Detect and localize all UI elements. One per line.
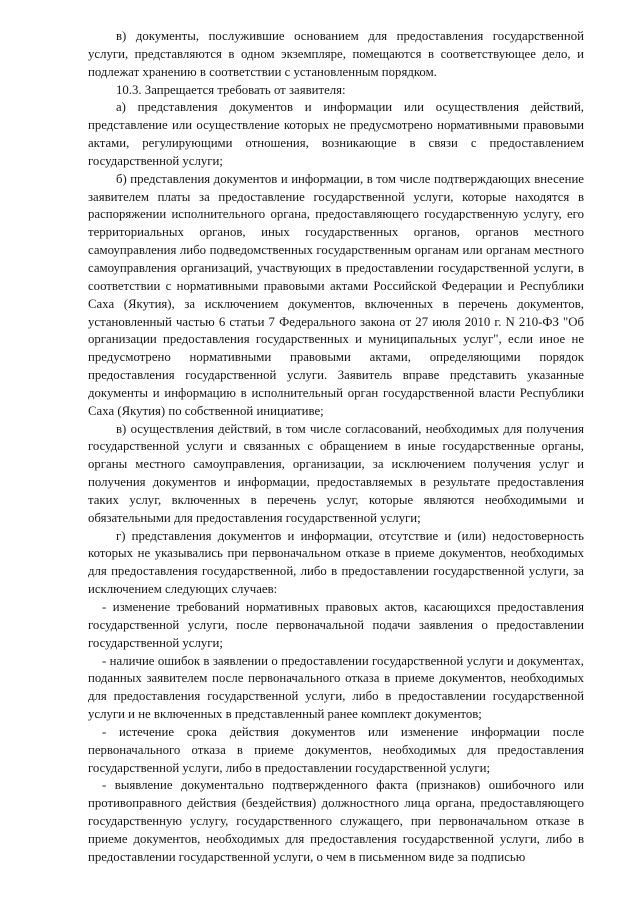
paragraph-10-3-heading: 10.3. Запрещается требовать от заявителя: bbox=[116, 82, 346, 97]
list-item-requirements-change: - изменение требований нормативных правовых актов, касающихся предоставления государственной услуги, после первоначальной подачи заявления о предоставлении государственной услуги; bbox=[88, 600, 584, 650]
list-item-erroneous-action: - выявление документально подтвержденного факта (признаков) ошибочного или противоправного действия (бездействия) должностного лица органа, предоставляющего государственную услугу, государственного служащего, при первоначальном отказе в приеме документов, необходимых для предоставления государственной услуги, либо в предоставлении государственной услуги, о чем в письменном виде за подписью bbox=[88, 778, 584, 864]
list-item-documents-expiry: - истечение срока действия документов или изменение информации после первоначального отказа в приеме документов, необходимых для предоставления государственной услуги, либо в предоставлении государственной услуги; bbox=[88, 724, 584, 775]
list-item-errors-in-application: - наличие ошибок в заявлении о предоставлении государственной услуги и документах, поданных заявителем после первоначального отказа в приеме документов, необходимых для предоставления государственной услуги, либо в предоставлении государственной услуги и не включенных в представленный ранее комплект документов; bbox=[88, 653, 584, 722]
paragraph-g: г) представления документов и информации, отсутствие и (или) недостоверность которых не указывались при первоначальном отказе в приеме документов, необходимых для предоставления государственной, либо в предоставлении государственной услуги, за исключением следующих случаев: bbox=[88, 528, 584, 597]
paragraph-b: б) представления документов и информации, в том числе подтверждающих внесение заявителем платы за предоставление государственной услуги, которые находятся в распоряжении исполнительного органа, предоставляющего государственную услугу, его территориальных органов, иных государственных органов, органов местного самоуправления либо подведомственных государственным органам или органам местного самоуправления организаций, участвующих в предоставлении государственной услуги, в соответствии с нормативными правовыми актами Российской Федерации и Республики Саха (Якутия), за исключением документов, включенных в перечень документов, установленный частью 6 статьи 7 Федерального закона от 27 июля 2010 г. N 210-ФЗ "Об организации предоставления государственных и муниципальных услуг", если иное не предусмотрено нормативными правовыми актами, определяющими порядок предоставления государственной услуги. Заявитель вправе представить указанные документы и информацию в исполнительный орган государственной власти Республики Саха (Якутия) по собственной инициативе; bbox=[88, 171, 584, 418]
paragraph-a: а) представления документов и информации или осуществления действий, представление или осуществление которых не предусмотрено нормативными правовыми актами, регулирующими отношения, возникающие в связи с предоставлением государственной услуги; bbox=[88, 100, 584, 168]
paragraph-v-documents-storage: в) документы, послужившие основанием для предоставления государственной услуги, представляются в одном экземпляре, помещаются в соответствующее дело, и подлежат хранению в соответствии с установленным порядком. bbox=[88, 29, 584, 79]
paragraph-v: в) осуществления действий, в том числе согласований, необходимых для получения государственной услуги и связанных с обращением в иные государственные органы, органы местного самоуправления, организации, за исключением получения услуг и получения документов и информации, предоставляемых в результате предоставления таких услуг, включенных в перечень услуг, которые являются необходимыми и обязательными для предоставления государственной услуги; bbox=[88, 421, 584, 525]
